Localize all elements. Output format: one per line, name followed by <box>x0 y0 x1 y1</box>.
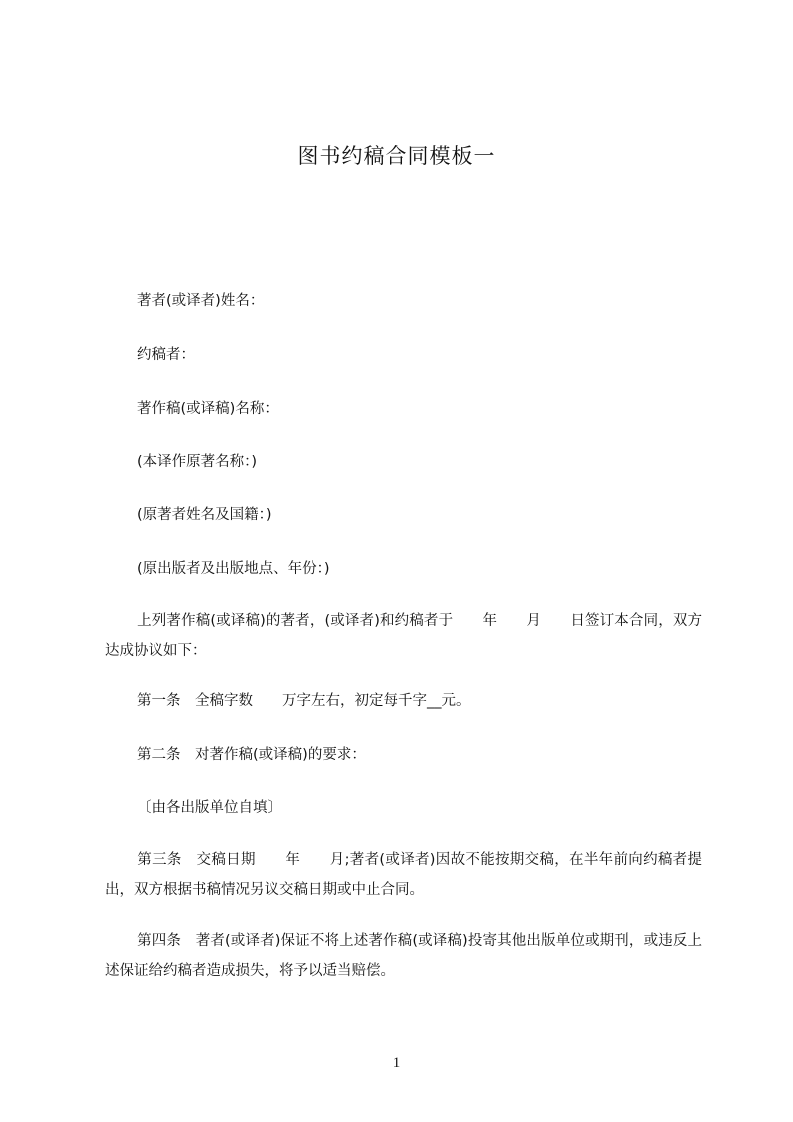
commissioner-line: 约稿者： <box>137 347 195 363</box>
page-number: 1 <box>392 1055 401 1071</box>
article-4-paragraph <box>105 926 702 986</box>
article-4-text: 第四条 著者(或译者)保证不将上述著作稿(或译稿)投寄其他出版单位或期刊，或违反上述保证给约稿者造成损失，将予以适当赔偿。 <box>105 933 702 979</box>
author-name-line: 著者(或译者)姓名： <box>137 293 265 309</box>
agreement-intro-text: 上列著作稿(或译稿)的著者，(或译者)和约稿者于 年 月 日签订本合同，双方达成协议如下： <box>105 613 702 659</box>
article-2-line: 第二条 对著作稿(或译稿)的要求： <box>137 747 366 763</box>
original-title-line: (本译作原著名称：) <box>137 454 258 470</box>
original-author-line: (原著者姓名及国籍：) <box>137 507 272 523</box>
original-publisher-line: (原出版者及出版地点、年份：) <box>137 561 330 577</box>
work-title-line: 著作稿(或译稿)名称： <box>137 401 279 417</box>
agreement-intro-paragraph <box>105 606 702 666</box>
publisher-fill-line: 〔由各出版单位自填〕 <box>137 800 282 816</box>
article-3-text: 第三条 交稿日期 年 月;著者(或译者)因故不能按期交稿，在半年前向约稿者提出，双方根据书稿情况另议交稿日期或中止合同。 <box>105 852 702 898</box>
article-3-paragraph <box>105 845 702 905</box>
article-1-line: 第一条 全稿字数 万字左右，初定每千字__元。 <box>137 693 471 709</box>
document-title: 图书约稿合同模板一 <box>297 144 496 168</box>
